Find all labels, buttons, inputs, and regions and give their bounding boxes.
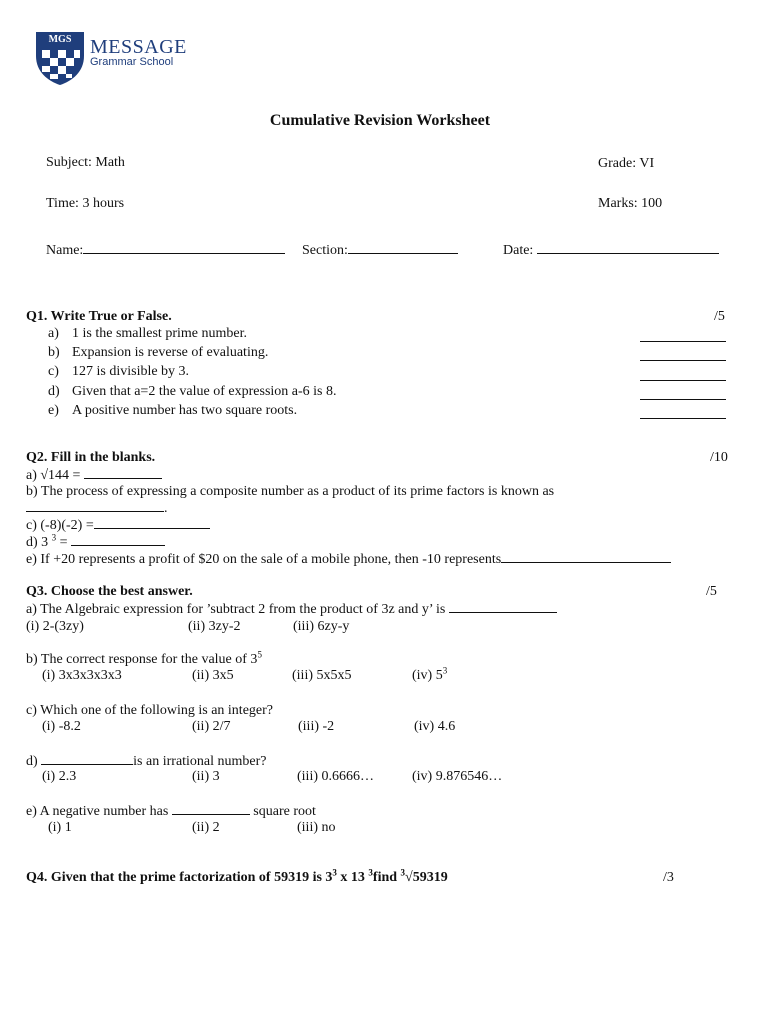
q2-item-e-text: e) If +20 represents a profit of $20 on the sale of a mobile phone, then -10 represents (26, 552, 502, 567)
q4-title (26, 867, 448, 886)
shield-logo-icon (34, 30, 86, 86)
q3-item-e-post: square root (249, 804, 316, 819)
q4-text-post: √59319 (405, 870, 448, 885)
q3-c-option-3: (iii) -2 (298, 719, 335, 734)
school-name: MESSAGE (90, 36, 187, 58)
q3-d-option-1: (i) 2.3 (42, 769, 77, 784)
q3-c-option-2: (ii) 2/7 (192, 719, 231, 734)
q3-item-e-blank (172, 803, 250, 815)
q3-c-option-4: (iv) 4.6 (414, 719, 456, 734)
q2-marks: /10 (710, 450, 728, 465)
q1-item-e-label: e) (48, 403, 59, 418)
q1-item-d-label: d) (48, 384, 60, 399)
q2-item-a-text: a) √144 = (26, 468, 84, 483)
q2-item-b-blank (26, 500, 164, 512)
q3-item-e-text: e) A negative number has (26, 804, 172, 819)
q3-d-option-4: (iv) 9.876546… (412, 769, 503, 784)
q3-b-option-4 (412, 665, 448, 684)
q3-e-option-1: (i) 1 (48, 820, 72, 835)
q2-item-c-blank (94, 517, 210, 529)
q3-item-d-post: is an irrational number? (133, 754, 267, 769)
marks-label: Marks: 100 (598, 196, 663, 211)
q3-b-option-1: (i) 3x3x3x3x3 (42, 668, 122, 683)
q3-e-option-2: (ii) 2 (192, 820, 220, 835)
q2-item-d-blank (71, 534, 165, 546)
q1-item-c-answer-line (640, 380, 726, 381)
q3-b-option-3: (iii) 5x5x5 (292, 668, 352, 683)
q4-exponent-1: 3 (332, 867, 337, 878)
q3-item-b-exponent: 5 (257, 649, 262, 660)
q1-item-e-answer-line (640, 418, 726, 419)
section-label: Section: (302, 243, 348, 258)
q1-item-a-answer-line (640, 341, 726, 342)
q1-item-b-answer-line (640, 360, 726, 361)
q3-a-option-3: (iii) 6zy-y (293, 619, 350, 634)
q1-title: Q1. Write True or False. (26, 309, 172, 324)
q1-item-a-label: a) (48, 326, 59, 341)
section-field (302, 242, 458, 259)
q2-item-d-post: = (56, 535, 72, 550)
q3-item-d (26, 753, 267, 770)
q3-item-c-text: c) Which one of the following is an integer? (26, 703, 273, 718)
subject-label: Subject: Math (46, 155, 125, 170)
q3-a-option-1: (i) 2-(3zy) (26, 619, 84, 634)
grade-label: Grade: VI (598, 156, 655, 171)
q1-item-a-text: 1 is the smallest prime number. (72, 326, 247, 341)
q2-item-a-blank (84, 467, 162, 479)
q3-item-d-pre: d) (26, 754, 42, 769)
q3-item-b (26, 649, 262, 668)
q3-c-option-1: (i) -8.2 (42, 719, 81, 734)
name-field (46, 242, 285, 259)
q2-item-a (26, 467, 162, 484)
q2-item-c-text: c) (-8)(-2) = (26, 518, 94, 533)
school-logo (34, 30, 204, 86)
q2-item-b-end: . (164, 501, 168, 516)
q1-item-b-label: b) (48, 345, 60, 360)
q4-marks: /3 (663, 870, 674, 885)
q2-item-d-pre: d) 3 (26, 535, 52, 550)
q1-item-e-text: A positive number has two square roots. (72, 403, 298, 418)
q3-b-option-2: (ii) 3x5 (192, 668, 234, 683)
q2-title: Q2. Fill in the blanks. (26, 450, 156, 465)
q3-d-option-2: (ii) 3 (192, 769, 220, 784)
q4-root-index: 3 (400, 867, 406, 878)
q1-item-c-label: c) (48, 364, 59, 379)
q3-e-option-3: (iii) no (297, 820, 336, 835)
q3-d-option-3: (iii) 0.6666… (297, 769, 374, 784)
page-title: Cumulative Revision Worksheet (269, 112, 491, 129)
q3-item-a-text: a) The Algebraic expression for ’subtract 2 from the product of 3z and y’ is (26, 602, 449, 617)
date-blank (537, 242, 719, 254)
q3-marks: /5 (706, 584, 717, 599)
q4-text-mid2: find (372, 870, 401, 885)
q2-item-e-blank (501, 551, 671, 563)
q2-item-d-exponent: 3 (51, 532, 57, 543)
name-blank (83, 242, 285, 254)
logo-badge-text: MGS (48, 34, 72, 45)
q2-item-b-text: b) The process of expressing a composite number as a product of its prime factors is known as (26, 484, 555, 499)
q3-a-option-2: (ii) 3zy-2 (188, 619, 241, 634)
q1-item-d-text: Given that a=2 the value of expression a-6 is 8. (72, 384, 337, 399)
name-label: Name: (46, 243, 84, 258)
q3-item-a-blank (449, 601, 557, 613)
school-subname: Grammar School (90, 56, 174, 68)
q3-title: Q3. Choose the best answer. (26, 584, 193, 599)
q2-item-b-cont (26, 500, 168, 517)
q1-item-d-answer-line (640, 399, 726, 400)
q3-item-b-text: b) The correct response for the value of 3 (26, 652, 258, 667)
q3-b-option-4-text: (iv) 5 (412, 668, 443, 683)
q3-item-e (26, 803, 316, 820)
q1-item-c-text: 127 is divisible by 3. (72, 364, 190, 379)
q1-marks: /5 (714, 309, 725, 324)
date-label: Date: (503, 243, 534, 258)
date-field (503, 242, 719, 259)
q2-item-e (26, 551, 671, 568)
q4-exponent-2: 3 (368, 867, 373, 878)
time-label: Time: 3 hours (46, 196, 125, 211)
q1-item-b-text: Expansion is reverse of evaluating. (72, 345, 269, 360)
q3-item-a (26, 601, 557, 618)
q2-item-d (26, 534, 165, 551)
q4-text-pre: Q4. Given that the prime factorization of 59319 is 3 (26, 870, 333, 885)
q4-text-mid: x 13 (336, 870, 369, 885)
section-blank (348, 242, 458, 254)
q3-item-d-blank (41, 753, 133, 765)
q3-b-option-4-exponent: 3 (442, 665, 448, 676)
